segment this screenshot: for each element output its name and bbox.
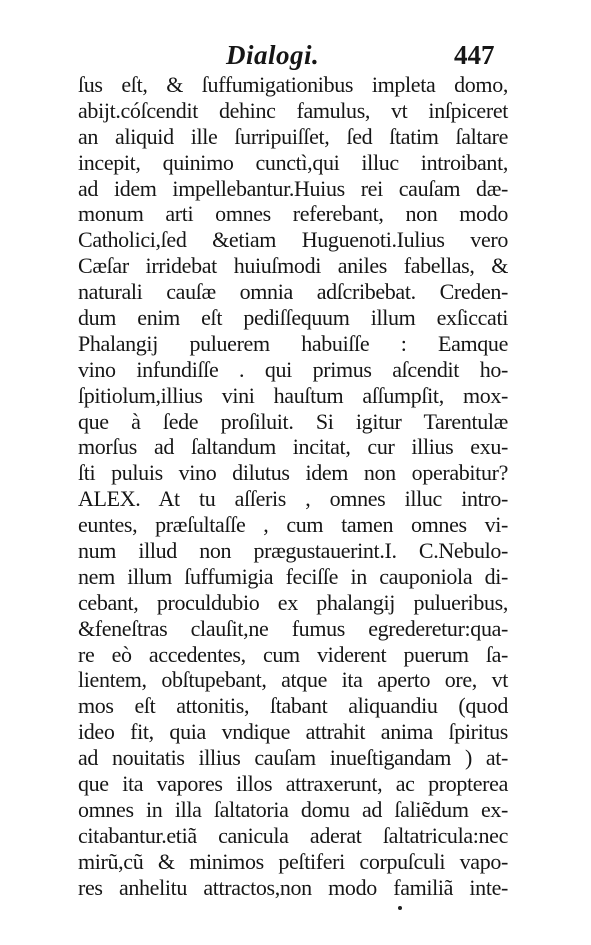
text-line: abijt.cóſcendit dehinc famulus, vt inſpiceret xyxy=(78,97,508,123)
text-line: re eò accedentes, cum viderent puerum ſa- xyxy=(78,641,508,667)
body-text xyxy=(78,72,508,901)
text-line: ſpitiolum,illius vini hauſtum aſſumpſit, mox- xyxy=(78,382,508,408)
text-line: ideo fit, quia vndique attrahit anima ſpiritus xyxy=(78,719,508,745)
text-line: incepit, quinimo cunctì,qui illuc introibant, xyxy=(78,149,508,175)
text-line: ad idem impellebantur.Huius rei cauſam dæ- xyxy=(78,175,508,201)
text-line: naturali cauſæ omnia adſcribebat. Creden- xyxy=(78,279,508,305)
text-line: ad nouitatis illius cauſam inueſtigandam ) at- xyxy=(78,745,508,771)
speaker-line: ALEX. At tu aſſeris , omnes illuc intro- xyxy=(78,486,508,512)
text-line: lientem, obſtupebant, atque ita aperto ore, vt xyxy=(78,667,508,693)
text-line: mirũ,cũ & minimos peſtiferi corpuſculi vapo- xyxy=(78,848,508,874)
ink-speck xyxy=(398,906,402,910)
text-line: vino infundiſſe . qui primus aſcendit ho- xyxy=(78,356,508,382)
text-line: euntes, præſultaſſe , cum tamen omnes vi- xyxy=(78,512,508,538)
text-line: ſti puluis vino dilutus idem non operabitur? xyxy=(78,460,508,486)
text-line: ſus eſt, & ſuffumigationibus impleta domo, xyxy=(78,72,508,97)
text-line: dum enim eſt pediſſequum illum exſiccati xyxy=(78,305,508,331)
text-line: que à ſede proſiluit. Si igitur Tarentulæ xyxy=(78,408,508,434)
text-line: Catholici,ſed &etiam Huguenoti.Iulius vero xyxy=(78,227,508,253)
running-head: Dialogi. xyxy=(226,40,320,70)
text-line: que ita vapores illos attraxerunt, ac propterea xyxy=(78,771,508,797)
text-line: nem illum ſuffumigia feciſſe in cauponiola di- xyxy=(78,563,508,589)
text-line: omnes in illa ſaltatoria domu ad ſaliẽdum ex- xyxy=(78,796,508,822)
text-line: Cæſar irridebat huiuſmodi aniles fabellas, & xyxy=(78,253,508,279)
text-line: monum arti omnes referebant, non modo xyxy=(78,201,508,227)
page-number: 447 xyxy=(454,40,495,70)
text-line: res anhelitu attractos,non modo familiã inte- xyxy=(78,874,508,900)
text-line: &feneſtras clauſit,ne fumus egrederetur:qua- xyxy=(78,615,508,641)
text-line: an aliquid ille ſurripuiſſet, ſed ſtatim ſaltare xyxy=(78,123,508,149)
text-line: morſus ad ſaltandum incitat, cur illius exu- xyxy=(78,434,508,460)
text-line: citabantur.etiã canicula aderat ſaltatricula:nec xyxy=(78,822,508,848)
text-line: mos eſt attonitis, ſtabant aliquandiu (quod xyxy=(78,693,508,719)
text-line: cebant, proculdubio ex phalangij pulueribus, xyxy=(78,589,508,615)
text-line: num illud non prægustauerint.I. C.Nebulo- xyxy=(78,538,508,564)
text-line: Phalangij puluerem habuiſſe : Eamque xyxy=(78,330,508,356)
